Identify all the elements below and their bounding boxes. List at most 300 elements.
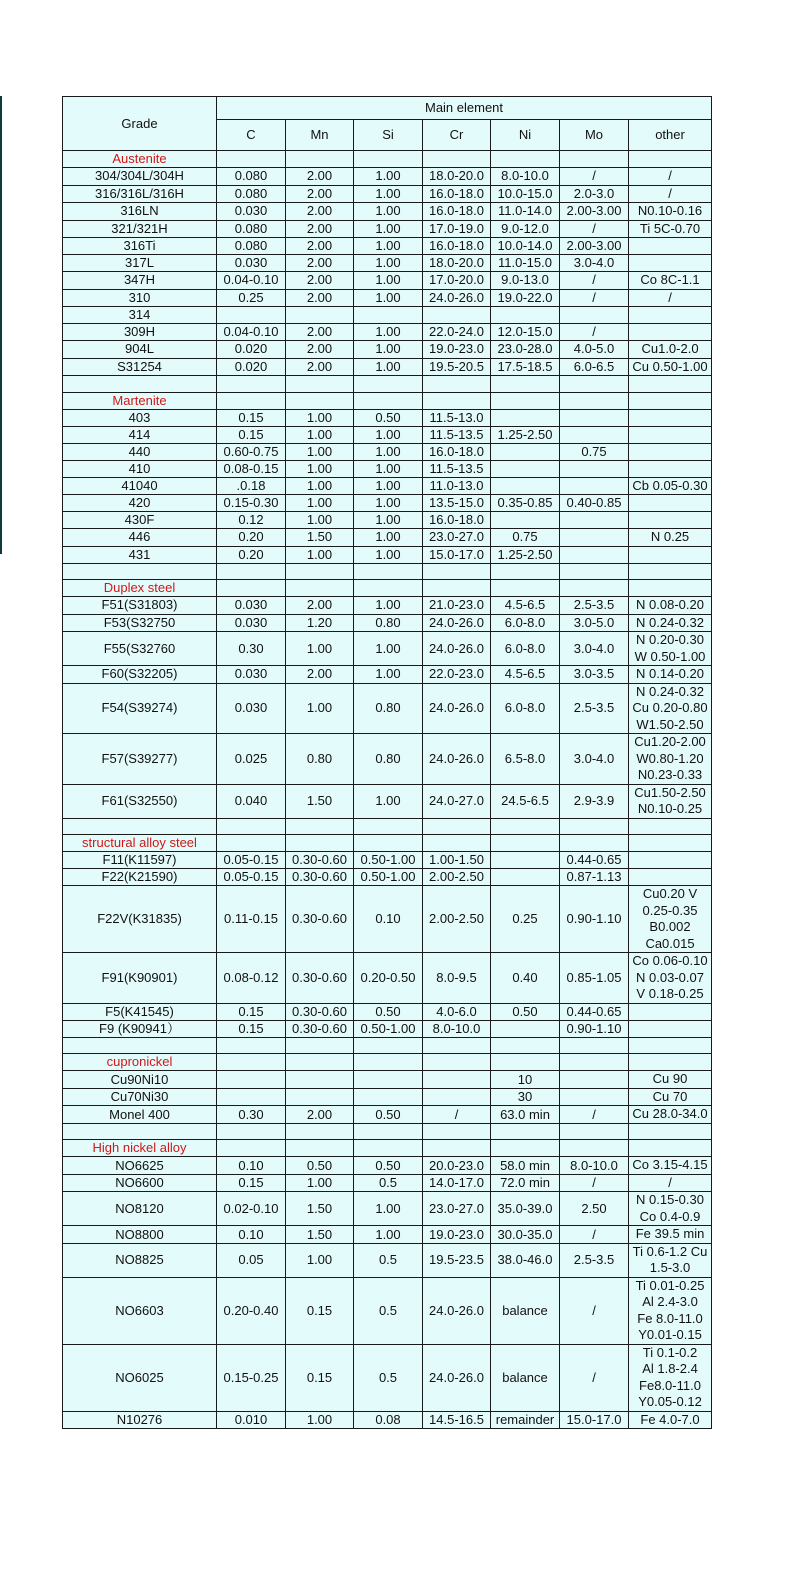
mo-cell: 3.0-4.0: [560, 632, 629, 666]
other-line: Cu 0.20-0.80: [632, 700, 708, 716]
c-cell: 0.20-0.40: [217, 1277, 286, 1344]
other-cell: [629, 614, 712, 632]
c-cell: [217, 1071, 286, 1089]
other-cell: [629, 168, 712, 186]
mn-cell: 0.15: [286, 1277, 354, 1344]
cr-cell: 15.0-17.0: [423, 546, 491, 563]
grade-cell: NO6625: [63, 1157, 217, 1175]
mn-cell: 0.30-0.60: [286, 1003, 354, 1020]
mo-cell: 3.0-5.0: [560, 614, 629, 632]
cr-cell: 8.0-10.0: [423, 1020, 491, 1037]
empty-cell: [560, 376, 629, 393]
empty-cell: [423, 151, 491, 168]
mo-cell: [560, 512, 629, 529]
mn-cell: 2.00: [286, 168, 354, 186]
table-row: [63, 409, 712, 426]
mn-cell: 1.00: [286, 512, 354, 529]
cr-cell: 24.0-26.0: [423, 1344, 491, 1411]
table-row: [63, 358, 712, 376]
other-cell: [629, 852, 712, 869]
empty-cell: [629, 580, 712, 597]
grade-cell: NO8120: [63, 1192, 217, 1226]
c-cell: 0.020: [217, 341, 286, 359]
empty-cell: [354, 392, 423, 409]
mn-cell: 1.00: [286, 632, 354, 666]
si-cell: 0.5: [354, 1243, 423, 1277]
ni-cell: [491, 477, 560, 495]
cr-cell: /: [423, 1106, 491, 1124]
other-line: Fe8.0-11.0: [639, 1377, 701, 1393]
col-header-other: other: [629, 120, 712, 151]
ni-cell: remainder: [491, 1411, 560, 1429]
si-cell: [354, 307, 423, 324]
c-cell: 0.08-0.12: [217, 953, 286, 1004]
si-cell: 1.00: [354, 546, 423, 563]
empty-cell: [286, 563, 354, 580]
other-cell: [629, 1106, 712, 1124]
mn-cell: [286, 1071, 354, 1089]
table-row: [63, 495, 712, 512]
other-line: 1.5-3.0: [649, 1260, 691, 1276]
table-body: [63, 151, 712, 1429]
cr-cell: 19.0-23.0: [423, 341, 491, 359]
empty-cell: [217, 818, 286, 835]
empty-cell: [286, 835, 354, 852]
mo-cell: 8.0-10.0: [560, 1157, 629, 1175]
other-line: N 0.25: [650, 529, 690, 545]
cr-cell: 21.0-23.0: [423, 597, 491, 615]
col-header-c: C: [217, 120, 286, 151]
ni-cell: [491, 460, 560, 477]
mn-cell: 1.00: [286, 683, 354, 734]
other-cell: [629, 324, 712, 341]
other-line: Fe 8.0-11.0: [637, 1310, 703, 1326]
other-line: Co 0.4-0.9: [639, 1208, 701, 1224]
grade-cell: NO6025: [63, 1344, 217, 1411]
mo-cell: 2.5-3.5: [560, 683, 629, 734]
empty-cell: [354, 835, 423, 852]
grade-cell: 317L: [63, 255, 217, 272]
ni-cell: 24.5-6.5: [491, 784, 560, 818]
mo-cell: 3.0-4.0: [560, 734, 629, 785]
mn-cell: 1.00: [286, 1411, 354, 1429]
cr-cell: 23.0-27.0: [423, 529, 491, 547]
mn-cell: 1.00: [286, 477, 354, 495]
ni-cell: 4.5-6.5: [491, 666, 560, 684]
ni-cell: 58.0 min: [491, 1157, 560, 1175]
si-cell: 1.00: [354, 443, 423, 460]
grade-cell: 904L: [63, 341, 217, 359]
table-row: [63, 443, 712, 460]
other-line: N0.10-0.25: [637, 801, 703, 817]
si-cell: 1.00: [354, 255, 423, 272]
si-cell: 0.50: [354, 1157, 423, 1175]
si-cell: 1.00: [354, 289, 423, 307]
other-cell: [629, 358, 712, 376]
ni-cell: [491, 869, 560, 886]
ni-cell: 11.0-14.0: [491, 203, 560, 221]
mn-cell: 0.30-0.60: [286, 953, 354, 1004]
grade-cell: 321/321H: [63, 220, 217, 238]
table-row: [63, 426, 712, 443]
ni-cell: 1.25-2.50: [491, 546, 560, 563]
c-cell: 0.60-0.75: [217, 443, 286, 460]
mo-cell: 2.5-3.5: [560, 597, 629, 615]
mn-cell: 2.00: [286, 358, 354, 376]
mn-cell: 1.00: [286, 460, 354, 477]
table-row: [63, 852, 712, 869]
empty-cell: [286, 151, 354, 168]
si-cell: 0.80: [354, 614, 423, 632]
mo-cell: 0.85-1.05: [560, 953, 629, 1004]
si-cell: 1.00: [354, 1226, 423, 1244]
mn-cell: 1.00: [286, 426, 354, 443]
ni-cell: 9.0-13.0: [491, 272, 560, 290]
mo-cell: [560, 546, 629, 563]
other-line: Cu 70: [652, 1088, 688, 1104]
si-cell: 1.00: [354, 597, 423, 615]
table-row: [63, 238, 712, 255]
empty-cell: [629, 1123, 712, 1140]
empty-cell: [629, 835, 712, 852]
grade-cell: NO8800: [63, 1226, 217, 1244]
left-edge-line: [0, 96, 2, 554]
other-cell: [629, 255, 712, 272]
other-line: /: [668, 1174, 672, 1190]
other-cell: [629, 683, 712, 734]
empty-cell: [217, 1054, 286, 1071]
grade-cell: F91(K90901): [63, 953, 217, 1004]
grade-cell: 410: [63, 460, 217, 477]
grade-cell: 440: [63, 443, 217, 460]
ni-cell: [491, 443, 560, 460]
mo-cell: 0.44-0.65: [560, 1003, 629, 1020]
other-line: N0.10-0.16: [637, 203, 703, 218]
cr-cell: 24.0-26.0: [423, 734, 491, 785]
spacer-row: [63, 376, 712, 393]
ni-cell: [491, 852, 560, 869]
other-cell: [629, 512, 712, 529]
c-cell: 0.15: [217, 409, 286, 426]
section-title: cupronickel: [63, 1054, 217, 1071]
other-cell: [629, 869, 712, 886]
empty-cell: [423, 580, 491, 597]
cr-cell: 18.0-20.0: [423, 168, 491, 186]
mo-cell: 2.00-3.00: [560, 203, 629, 221]
mn-cell: 1.00: [286, 443, 354, 460]
si-cell: 0.80: [354, 683, 423, 734]
grade-cell: Cu90Ni10: [63, 1071, 217, 1089]
spacer-row: [63, 818, 712, 835]
c-cell: 0.030: [217, 597, 286, 615]
grade-cell: F54(S39274): [63, 683, 217, 734]
table-row: [63, 869, 712, 886]
c-cell: 0.10: [217, 1157, 286, 1175]
c-cell: 0.04-0.10: [217, 324, 286, 341]
empty-cell: [354, 818, 423, 835]
c-cell: 0.030: [217, 666, 286, 684]
c-cell: 0.10: [217, 1226, 286, 1244]
cr-cell: 16.0-18.0: [423, 203, 491, 221]
col-header-cr: Cr: [423, 120, 491, 151]
grade-cell: 420: [63, 495, 217, 512]
mo-cell: 0.90-1.10: [560, 886, 629, 953]
empty-cell: [217, 392, 286, 409]
cr-cell: 16.0-18.0: [423, 185, 491, 203]
empty-cell: [354, 151, 423, 168]
other-cell: [629, 734, 712, 785]
grade-cell: F61(S32550): [63, 784, 217, 818]
si-cell: 0.50: [354, 1003, 423, 1020]
empty-cell: [629, 563, 712, 580]
table-row: [63, 1226, 712, 1244]
cr-cell: [423, 1088, 491, 1106]
c-cell: [217, 307, 286, 324]
mo-cell: [560, 307, 629, 324]
ni-cell: 12.0-15.0: [491, 324, 560, 341]
cr-cell: 13.5-15.0: [423, 495, 491, 512]
other-cell: [629, 632, 712, 666]
section-title: Martenite: [63, 392, 217, 409]
other-line: N 0.08-0.20: [636, 597, 704, 613]
c-cell: 0.02-0.10: [217, 1192, 286, 1226]
empty-cell: [354, 563, 423, 580]
other-line: N 0.15-0.30: [636, 1192, 704, 1208]
mn-cell: 2.00: [286, 1106, 354, 1124]
section-title: structural alloy steel: [63, 835, 217, 852]
other-cell: [629, 546, 712, 563]
mo-cell: /: [560, 1106, 629, 1124]
table-row: [63, 220, 712, 238]
si-cell: 1.00: [354, 168, 423, 186]
mn-cell: 2.00: [286, 289, 354, 307]
mn-cell: 2.00: [286, 238, 354, 255]
si-cell: 0.20-0.50: [354, 953, 423, 1004]
empty-cell: [491, 151, 560, 168]
mo-cell: [560, 460, 629, 477]
section-row: [63, 1140, 712, 1157]
table-row: [63, 597, 712, 615]
mo-cell: /: [560, 1174, 629, 1192]
c-cell: .0.18: [217, 477, 286, 495]
ni-cell: 38.0-46.0: [491, 1243, 560, 1277]
grade-cell: S31254: [63, 358, 217, 376]
other-line: Co 3.15-4.15: [632, 1157, 708, 1173]
mn-cell: 2.00: [286, 272, 354, 290]
other-cell: [629, 784, 712, 818]
empty-cell: [491, 580, 560, 597]
ni-cell: 72.0 min: [491, 1174, 560, 1192]
cr-cell: 24.0-26.0: [423, 1277, 491, 1344]
empty-cell: [354, 1140, 423, 1157]
ni-cell: balance: [491, 1344, 560, 1411]
other-cell: [629, 666, 712, 684]
si-cell: 1.00: [354, 1192, 423, 1226]
empty-cell: [629, 1140, 712, 1157]
table-row: [63, 614, 712, 632]
ni-cell: 30.0-35.0: [491, 1226, 560, 1244]
cr-cell: 24.0-26.0: [423, 632, 491, 666]
empty-cell: [217, 580, 286, 597]
cr-cell: 11.5-13.0: [423, 409, 491, 426]
mo-cell: 2.5-3.5: [560, 1243, 629, 1277]
mo-cell: [560, 426, 629, 443]
si-cell: [354, 1071, 423, 1089]
mo-cell: [560, 1088, 629, 1106]
mo-cell: /: [560, 1277, 629, 1344]
other-line: Y0.05-0.12: [638, 1394, 702, 1410]
si-cell: 1.00: [354, 238, 423, 255]
other-line: W0.80-1.20: [636, 750, 704, 766]
cr-cell: 1.00-1.50: [423, 852, 491, 869]
mn-cell: 2.00: [286, 666, 354, 684]
cr-cell: 17.0-19.0: [423, 220, 491, 238]
mn-cell: [286, 1088, 354, 1106]
section-row: [63, 580, 712, 597]
si-cell: 0.5: [354, 1344, 423, 1411]
c-cell: 0.11-0.15: [217, 886, 286, 953]
si-cell: [354, 1088, 423, 1106]
c-cell: 0.010: [217, 1411, 286, 1429]
mn-cell: 0.30-0.60: [286, 1020, 354, 1037]
mo-cell: /: [560, 168, 629, 186]
grade-cell: F53(S32750: [63, 614, 217, 632]
other-cell: [629, 1411, 712, 1429]
grade-cell: Cu70Ni30: [63, 1088, 217, 1106]
si-cell: 0.50: [354, 1106, 423, 1124]
grade-cell: NO6603: [63, 1277, 217, 1344]
other-line: Ti 0.6-1.2 Cu: [632, 1243, 708, 1259]
other-cell: [629, 1277, 712, 1344]
empty-cell: [423, 835, 491, 852]
si-cell: 0.50-1.00: [354, 852, 423, 869]
cr-cell: [423, 1071, 491, 1089]
empty-cell: [629, 1054, 712, 1071]
mo-cell: 2.50: [560, 1192, 629, 1226]
empty-cell: [286, 1037, 354, 1054]
other-line: N 0.24-0.32: [636, 614, 704, 630]
ni-cell: 10.0-15.0: [491, 185, 560, 203]
ni-cell: 0.50: [491, 1003, 560, 1020]
grade-cell: Monel 400: [63, 1106, 217, 1124]
c-cell: 0.080: [217, 238, 286, 255]
spacer-row: [63, 1123, 712, 1140]
empty-cell: [629, 1037, 712, 1054]
table-row: [63, 185, 712, 203]
mn-cell: 2.00: [286, 341, 354, 359]
grade-cell: 403: [63, 409, 217, 426]
other-cell: [629, 1174, 712, 1192]
other-cell: [629, 220, 712, 238]
other-cell: [629, 597, 712, 615]
mo-cell: 6.0-6.5: [560, 358, 629, 376]
cr-cell: 19.5-23.5: [423, 1243, 491, 1277]
cr-cell: 16.0-18.0: [423, 512, 491, 529]
table-row: [63, 1411, 712, 1429]
table-row: [63, 289, 712, 307]
grade-cell: F51(S31803): [63, 597, 217, 615]
other-cell: [629, 409, 712, 426]
cr-cell: 23.0-27.0: [423, 1192, 491, 1226]
mn-cell: 2.00: [286, 203, 354, 221]
other-cell: [629, 443, 712, 460]
grade-cell: F60(S32205): [63, 666, 217, 684]
si-cell: 1.00: [354, 203, 423, 221]
table-row: [63, 1106, 712, 1124]
mn-cell: 2.00: [286, 220, 354, 238]
grade-cell: 304/304L/304H: [63, 168, 217, 186]
table-row: [63, 272, 712, 290]
grade-cell: 41040: [63, 477, 217, 495]
empty-cell: [560, 151, 629, 168]
mn-cell: 1.50: [286, 1226, 354, 1244]
ni-cell: [491, 409, 560, 426]
mo-cell: 0.44-0.65: [560, 852, 629, 869]
ni-cell: 10: [491, 1071, 560, 1089]
c-cell: 0.080: [217, 220, 286, 238]
mo-cell: /: [560, 1344, 629, 1411]
ni-cell: 30: [491, 1088, 560, 1106]
col-header-mn: Mn: [286, 120, 354, 151]
alloy-composition-table: [62, 96, 712, 1429]
other-cell: [629, 341, 712, 359]
ni-cell: 10.0-14.0: [491, 238, 560, 255]
ni-cell: 4.5-6.5: [491, 597, 560, 615]
other-line: N 0.14-0.20: [636, 666, 704, 682]
c-cell: 0.05-0.15: [217, 869, 286, 886]
c-cell: 0.15: [217, 1020, 286, 1037]
table-row: [63, 1192, 712, 1226]
empty-cell: [423, 376, 491, 393]
cr-cell: 17.0-20.0: [423, 272, 491, 290]
table-row: [63, 1174, 712, 1192]
empty-cell: [560, 1054, 629, 1071]
table-row: [63, 255, 712, 272]
empty-cell: [491, 563, 560, 580]
ni-cell: 8.0-10.0: [491, 168, 560, 186]
mo-cell: 2.0-3.0: [560, 185, 629, 203]
ni-cell: 23.0-28.0: [491, 341, 560, 359]
ni-cell: 17.5-18.5: [491, 358, 560, 376]
si-cell: 1.00: [354, 220, 423, 238]
si-cell: 0.50-1.00: [354, 1020, 423, 1037]
empty-cell: [217, 563, 286, 580]
c-cell: 0.030: [217, 255, 286, 272]
ni-cell: balance: [491, 1277, 560, 1344]
mo-cell: 0.40-0.85: [560, 495, 629, 512]
mo-cell: 2.9-3.9: [560, 784, 629, 818]
cr-cell: 11.0-13.0: [423, 477, 491, 495]
mn-cell: 0.30-0.60: [286, 852, 354, 869]
table-row: [63, 203, 712, 221]
grade-cell: F22V(K31835): [63, 886, 217, 953]
table-row: [63, 1071, 712, 1089]
si-cell: 1.00: [354, 477, 423, 495]
empty-cell: [560, 563, 629, 580]
c-cell: 0.15-0.30: [217, 495, 286, 512]
other-cell: [629, 1071, 712, 1089]
cr-cell: [423, 307, 491, 324]
mo-cell: 15.0-17.0: [560, 1411, 629, 1429]
other-line: Cu1.20-2.00: [634, 734, 706, 750]
table-row: [63, 1344, 712, 1411]
empty-cell: [629, 392, 712, 409]
si-cell: 0.5: [354, 1174, 423, 1192]
grade-cell: 309H: [63, 324, 217, 341]
section-row: [63, 151, 712, 168]
mn-cell: [286, 307, 354, 324]
table-row: [63, 1243, 712, 1277]
